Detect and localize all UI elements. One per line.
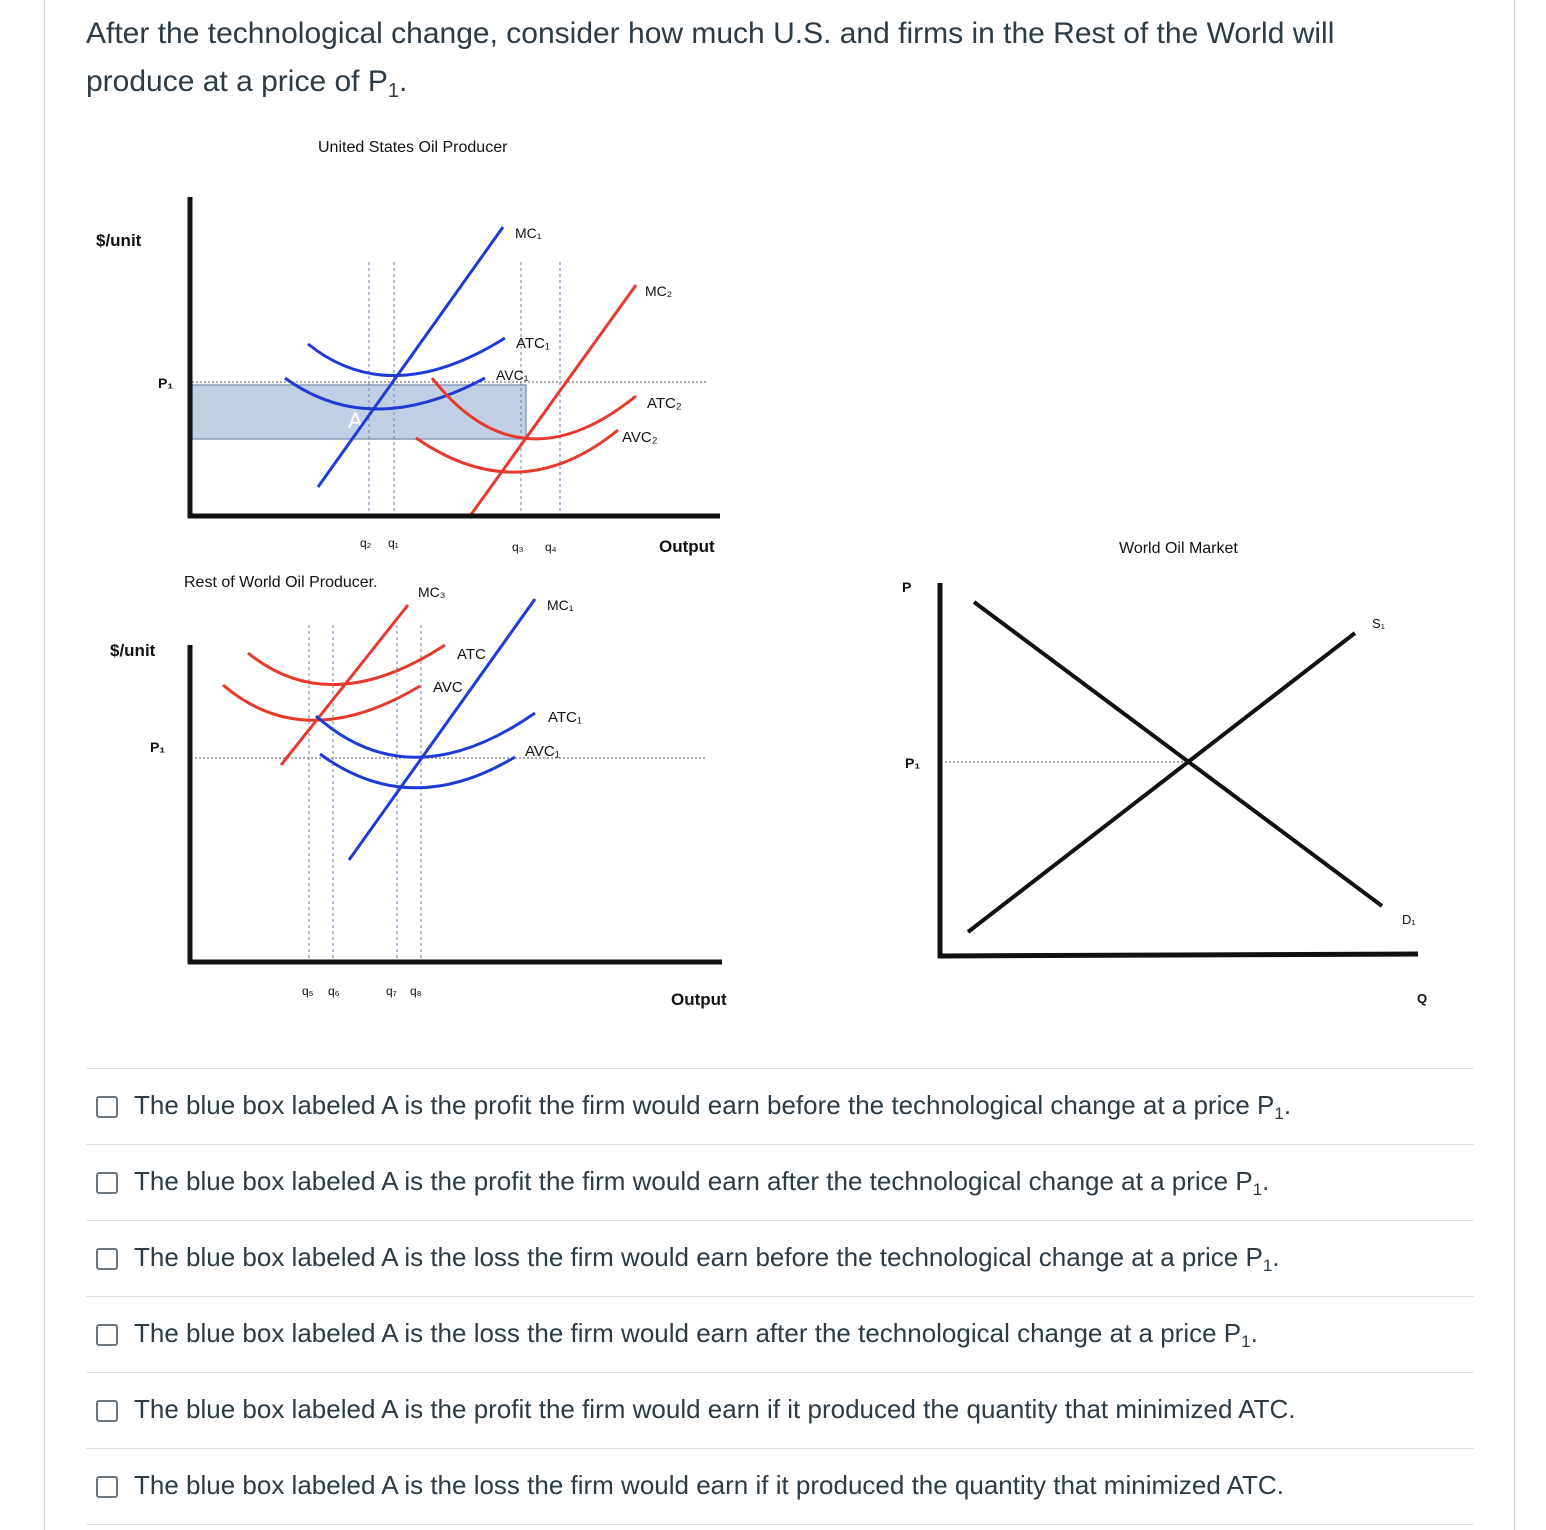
answer-option[interactable]	[86, 1068, 1474, 1144]
row-q6-label: q₆	[328, 984, 340, 998]
answer-option[interactable]	[86, 1448, 1474, 1525]
row-avc1-label: AVC₁	[525, 743, 560, 760]
us-y-axis-label: $/unit	[96, 231, 142, 250]
answer-checkbox[interactable]	[96, 1324, 118, 1346]
answer-checkbox[interactable]	[96, 1476, 118, 1498]
us-producer-graph	[96, 139, 720, 556]
world-y-axis-label: P	[902, 579, 912, 595]
answer-text: The blue box labeled A is the loss the firm would earn if it produced the quantity that minimized ATC.	[134, 1469, 1284, 1500]
us-graph-title: United States Oil Producer	[318, 139, 508, 156]
us-avc2-label: AVC₂	[622, 429, 658, 446]
world-x-axis	[938, 954, 1418, 956]
row-avc1-curve	[320, 754, 515, 788]
answer-options	[86, 1068, 1474, 1525]
us-mc1-curve	[318, 227, 503, 487]
answer-text: The blue box labeled A is the profit the firm would earn after the technological change at a price $P_1$.	[134, 1165, 1270, 1199]
us-q4-label: q₄	[545, 540, 557, 554]
row-atc1-label: ATC₁	[548, 709, 582, 726]
row-mc1-label: MC₁	[547, 597, 574, 613]
answer-text: The blue box labeled A is the profit the firm would earn if it produced the quantity that minimized ATC.	[134, 1393, 1296, 1424]
us-atc1-label: ATC₁	[516, 335, 550, 352]
answer-option[interactable]	[86, 1296, 1474, 1372]
row-avc3-label: AVC	[433, 679, 463, 696]
answer-text: The blue box labeled A is the loss the firm would earn before the technological change at a price $P_1$.	[134, 1241, 1280, 1275]
answer-option[interactable]	[86, 1144, 1474, 1220]
world-graph-title: World Oil Market	[1119, 540, 1238, 557]
world-supply-curve	[968, 633, 1355, 932]
world-market-graph	[902, 540, 1427, 1006]
answer-checkbox[interactable]	[96, 1172, 118, 1194]
row-q7-label: q₇	[386, 984, 397, 998]
box-a-label: A	[348, 408, 363, 433]
answer-checkbox[interactable]	[96, 1400, 118, 1422]
answer-text: The blue box labeled A is the loss the firm would earn after the technological change at a price $P_1$.	[134, 1317, 1258, 1351]
answer-text: The blue box labeled A is the profit the firm would earn before the technological change at a price $P_1$.	[134, 1089, 1292, 1123]
us-atc1-curve	[308, 338, 505, 376]
us-avc1-label: AVC₁	[496, 367, 529, 383]
world-price-label: P₁	[905, 755, 921, 771]
answer-option[interactable]	[86, 1220, 1474, 1296]
us-x-axis-label: Output	[659, 537, 715, 556]
us-mc1-label: MC₁	[515, 225, 542, 241]
row-q8-label: q₈	[410, 984, 422, 998]
row-atc3-label: ATC	[457, 646, 486, 663]
world-supply-label: S₁	[1372, 616, 1386, 631]
us-mc2-label: MC₂	[645, 283, 673, 299]
row-atc3-curve	[248, 645, 445, 685]
row-price-label: P₁	[150, 739, 166, 755]
row-y-axis-label: $/unit	[110, 641, 156, 660]
question-line-2: produce at a price of $P_1$.	[86, 65, 408, 102]
row-q5-label: q₅	[302, 984, 314, 998]
answer-checkbox[interactable]	[96, 1096, 118, 1118]
world-demand-curve	[974, 602, 1382, 906]
row-producer-graph	[110, 574, 727, 1009]
row-graph-title: Rest of World Oil Producer.	[184, 574, 378, 591]
us-q1-label: q₁	[388, 536, 399, 550]
question-line-1: After the technological change, consider how much U.S. and firms in the Rest of the World will	[86, 17, 1335, 50]
us-q2-label: q₂	[360, 536, 372, 550]
us-q3-label: q₃	[512, 540, 524, 554]
world-demand-label: D₁	[1402, 912, 1416, 927]
row-mc3-label: MC₃	[418, 584, 446, 600]
row-mc3-curve	[281, 605, 408, 765]
us-price-label: P₁	[158, 375, 174, 391]
answer-option[interactable]	[86, 1372, 1474, 1448]
row-x-axis-label: Output	[671, 990, 727, 1009]
answer-checkbox[interactable]	[96, 1248, 118, 1270]
world-x-axis-label: Q	[1417, 991, 1428, 1006]
us-atc2-label: ATC₂	[647, 395, 682, 412]
